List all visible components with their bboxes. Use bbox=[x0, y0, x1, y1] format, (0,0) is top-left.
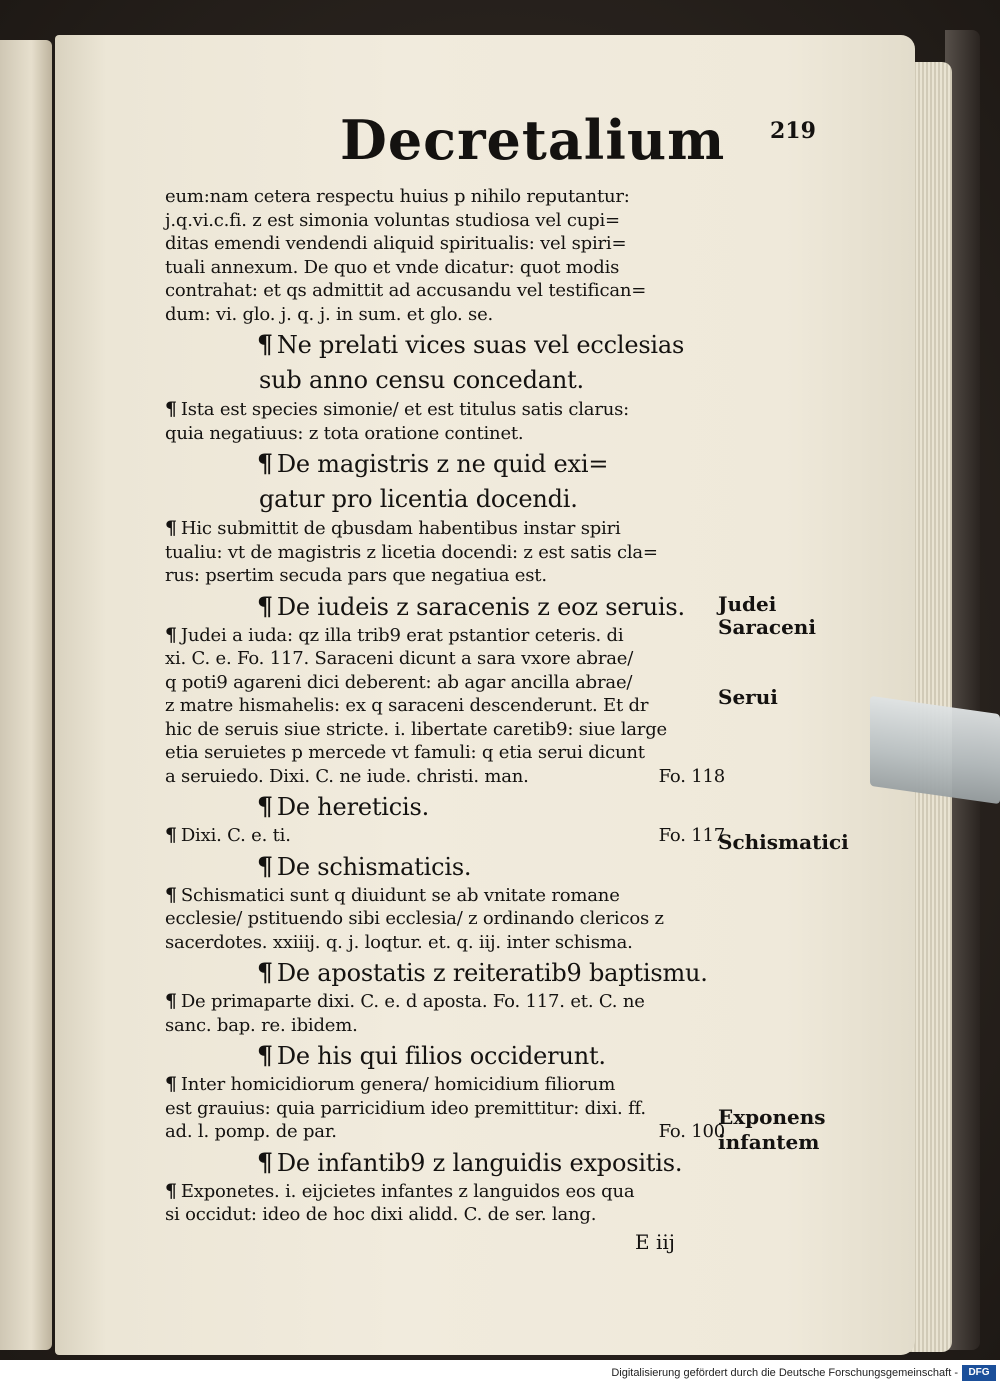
text-line bbox=[165, 185, 725, 209]
section-heading bbox=[165, 588, 725, 624]
line-text: dum: vi. glo. j. q. j. in sum. et glo. se. bbox=[165, 303, 494, 325]
text-line bbox=[165, 694, 725, 718]
text-line bbox=[165, 1014, 725, 1038]
facing-page-edge bbox=[0, 40, 52, 1350]
line-text: gatur pro licentia docendi. bbox=[259, 485, 578, 513]
text-line bbox=[165, 1203, 725, 1227]
page-holder-strap bbox=[870, 696, 1000, 804]
folio-number: 219 bbox=[770, 118, 816, 144]
page-body-text bbox=[165, 185, 725, 1257]
text-line bbox=[165, 256, 725, 280]
line-text: Schismatici sunt q diuidunt se ab vnitate romane bbox=[180, 884, 620, 906]
margin-note-schismatici: Schismatici bbox=[718, 830, 849, 854]
text-line bbox=[165, 564, 725, 588]
line-text: Ista est species simonie/ et est titulus satis clarus: bbox=[180, 399, 630, 420]
line-text: De primaparte dixi. C. e. d aposta. Fo. 117. et. C. ne bbox=[180, 991, 645, 1012]
text-line bbox=[165, 647, 725, 671]
pilcrow-mark: ¶ bbox=[165, 824, 177, 846]
folio-reference: Fo. 117 bbox=[658, 825, 725, 846]
line-text: si occidut: ideo de hoc dixi alidd. C. de ser. lang. bbox=[165, 1204, 597, 1225]
pilcrow-mark: ¶ bbox=[165, 1073, 177, 1095]
section-heading bbox=[165, 954, 725, 990]
pilcrow-mark: ¶ bbox=[165, 398, 177, 420]
line-text: De his qui filios occiderunt. bbox=[276, 1042, 606, 1070]
pilcrow-mark: ¶ bbox=[165, 883, 177, 906]
text-line bbox=[165, 990, 725, 1014]
section-heading bbox=[165, 445, 725, 481]
line-text: sub anno censu concedant. bbox=[259, 366, 584, 394]
line-text: etia seruietes p mercede vt famuli: q etia serui dicunt bbox=[165, 742, 645, 763]
margin-note-saraceni: Saraceni bbox=[718, 615, 816, 639]
line-text: xi. C. e. Fo. 117. Saraceni dicunt a sara vxore abrae/ bbox=[165, 648, 634, 669]
section-heading bbox=[165, 788, 725, 824]
pilcrow-mark: ¶ bbox=[257, 329, 273, 359]
text-line bbox=[165, 907, 725, 931]
pilcrow-mark: ¶ bbox=[257, 448, 273, 478]
pilcrow-mark: ¶ bbox=[257, 957, 273, 987]
section-heading bbox=[165, 848, 725, 884]
text-line bbox=[165, 765, 725, 789]
line-text: est grauius: quia parricidium ideo premittitur: dixi. ff. bbox=[165, 1097, 646, 1119]
line-text: eum:nam cetera respectu huius p nihilo reputantur: bbox=[165, 186, 630, 207]
line-text: De schismaticis. bbox=[276, 852, 472, 881]
text-line bbox=[165, 232, 725, 256]
folio-reference: Fo. 118 bbox=[658, 765, 725, 787]
text-line bbox=[165, 1073, 725, 1097]
line-text: j.q.vi.c.fi. z est simonia voluntas studiosa vel cupi= bbox=[165, 209, 620, 231]
line-text: Judei a iuda: qz illa trib9 erat pstantior ceteris. di bbox=[180, 624, 624, 646]
pilcrow-mark: ¶ bbox=[257, 791, 273, 821]
text-line bbox=[165, 303, 725, 327]
text-line bbox=[165, 884, 725, 908]
text-line bbox=[165, 824, 725, 848]
text-line bbox=[165, 398, 725, 422]
line-text: hic de seruis siue stricte. i. libertate caretib9: siue large bbox=[165, 718, 667, 740]
line-text: contrahat: et qs admittit ad accusandu vel testifican= bbox=[165, 280, 647, 301]
line-text: ad. l. pomp. de par. bbox=[165, 1121, 337, 1142]
footer-bar bbox=[0, 1360, 1000, 1390]
footer-credit: Digitalisierung gefördert durch die Deutsche Forschungsgemeinschaft - bbox=[611, 1367, 958, 1379]
pilcrow-mark: ¶ bbox=[257, 1146, 273, 1177]
margin-note-serui: Serui bbox=[718, 685, 778, 709]
line-text: q poti9 agareni dici deberent: ab agar ancilla abrae/ bbox=[165, 671, 633, 693]
signature-mark: E iij bbox=[635, 1229, 675, 1254]
line-text: Dixi. C. e. ti. bbox=[180, 825, 291, 846]
line-text: sanc. bap. re. ibidem. bbox=[165, 1014, 358, 1036]
line-text: De magistris z ne quid exi= bbox=[276, 450, 609, 478]
line-text: Exponetes. i. eijcietes infantes z languidos eos qua bbox=[180, 1180, 635, 1202]
section-heading bbox=[165, 362, 725, 398]
line-text: De hereticis. bbox=[276, 793, 430, 821]
line-text: tuali annexum. De quo et vnde dicatur: quot modis bbox=[165, 256, 620, 278]
pilcrow-mark: ¶ bbox=[165, 517, 177, 539]
text-line bbox=[165, 624, 725, 648]
text-line bbox=[165, 422, 725, 446]
section-heading bbox=[165, 481, 725, 517]
text-line bbox=[165, 741, 725, 765]
pilcrow-mark: ¶ bbox=[165, 990, 177, 1012]
text-line bbox=[165, 671, 725, 695]
line-text: De apostatis z reiteratib9 baptismu. bbox=[276, 959, 708, 987]
pilcrow-mark: ¶ bbox=[257, 590, 273, 621]
text-line bbox=[165, 718, 725, 742]
line-text: a seruiedo. Dixi. C. ne iude. christi. man. bbox=[165, 765, 529, 787]
line-text: De infantib9 z languidis expositis. bbox=[276, 1148, 683, 1177]
text-line bbox=[165, 517, 725, 541]
line-text: z matre hismahelis: ex q saraceni descenderunt. Et dr bbox=[165, 695, 649, 716]
text-line bbox=[165, 541, 725, 565]
line-text: tualiu: vt de magistris z licetia docendi: z est satis cla= bbox=[165, 541, 658, 563]
pilcrow-mark: ¶ bbox=[257, 1040, 273, 1070]
line-text: quia negatiuus: z tota oratione continet. bbox=[165, 422, 524, 444]
line-text: Ne prelati vices suas vel ecclesias bbox=[276, 331, 685, 359]
line-text: sacerdotes. xxiiij. q. j. loqtur. et. q. iij. inter schisma. bbox=[165, 931, 633, 953]
folio-reference: Fo. 100 bbox=[658, 1121, 725, 1142]
line-text: Inter homicidiorum genera/ homicidium filiorum bbox=[180, 1074, 616, 1095]
dfg-logo: DFG bbox=[962, 1365, 996, 1381]
section-heading bbox=[165, 326, 725, 362]
pilcrow-mark: ¶ bbox=[257, 850, 273, 881]
pilcrow-mark: ¶ bbox=[165, 1179, 177, 1202]
text-line bbox=[165, 279, 725, 303]
line-text: De iudeis z saracenis z eoz seruis. bbox=[276, 592, 685, 621]
text-line bbox=[165, 1120, 725, 1144]
text-line bbox=[165, 931, 725, 955]
line-text: Hic submittit de qbusdam habentibus instar spiri bbox=[180, 518, 621, 539]
text-line bbox=[165, 209, 725, 233]
line-text: ditas emendi vendendi aliquid spiritualis: vel spiri= bbox=[165, 233, 627, 254]
section-heading bbox=[165, 1144, 725, 1180]
margin-note-judei: Judei bbox=[718, 592, 777, 616]
margin-note-infantem: infantem bbox=[718, 1130, 820, 1154]
margin-note-exponens: Exponens bbox=[718, 1105, 826, 1129]
running-head: Decretalium bbox=[340, 108, 726, 172]
line-text: ecclesie/ pstituendo sibi ecclesia/ z ordinando clericos z bbox=[165, 908, 664, 929]
pilcrow-mark: ¶ bbox=[165, 623, 177, 646]
text-line bbox=[165, 1097, 725, 1121]
line-text: rus: psertim secuda pars que negatiua est. bbox=[165, 565, 547, 586]
text-line bbox=[165, 1180, 725, 1204]
section-heading bbox=[165, 1037, 725, 1073]
